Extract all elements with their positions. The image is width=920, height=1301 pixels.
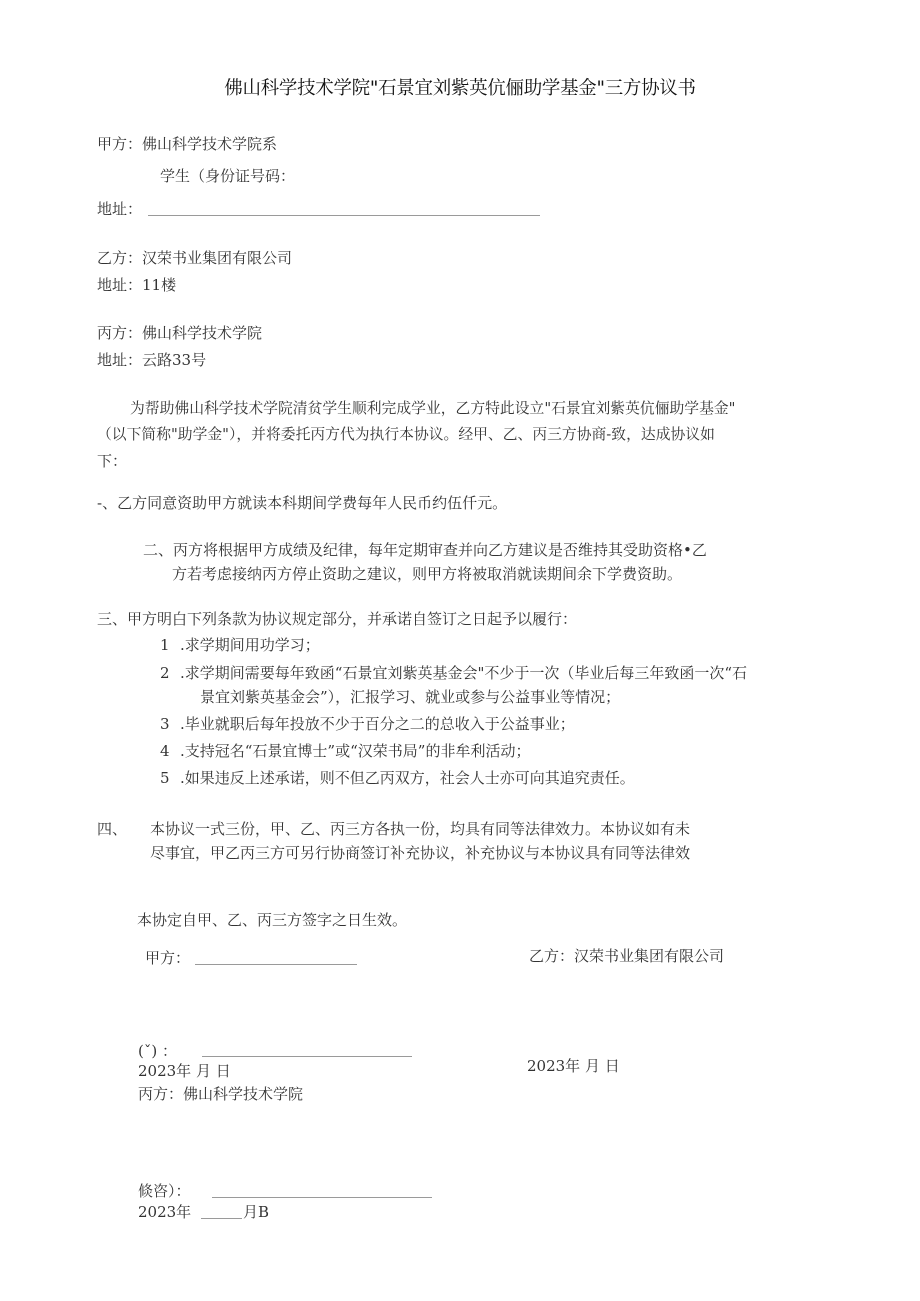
- intro-line-1: 为帮助佛山科学技术学院清贫学生顺利完成学业，乙方特此设立"石景宜刘紫英伉俪助学基金": [130, 400, 736, 417]
- clause-1: -、乙方同意资助甲方就读本科期间学费每年人民币约伍仟元。: [97, 494, 508, 512]
- clause-4-line-1: 本协议一式三份，甲、乙、丙三方各执一份，均具有同等法律效力。本协议如有未: [150, 820, 691, 838]
- party-a-name: 甲方：佛山科学技术学院系: [97, 135, 278, 153]
- clause-3-item-text: .求学期间需要每年致函“石景宜刘紫英基金会"不少于一次（毕业后每三年致函一次“石: [180, 664, 748, 682]
- party-a-signature-label: 甲方：: [145, 949, 191, 967]
- party-b-date: 2023年 月 日: [527, 1057, 620, 1075]
- party-a-date: 2023年 月 日: [138, 1062, 231, 1080]
- clause-3-item-num: 5: [160, 769, 170, 787]
- party-c-representative-line: [212, 1197, 432, 1198]
- clause-3-item-num: 2: [160, 664, 170, 682]
- representative-label: (ˇ) ：: [138, 1042, 177, 1060]
- party-c-name: 丙方：佛山科学技术学院: [97, 324, 263, 342]
- clause-3-item-text: .如果违反上述承诺，则不但乙丙双方，社会人士亦可向其追究责任。: [180, 769, 635, 787]
- clause-3-item-num: 3: [160, 715, 170, 733]
- party-c-address: 地址：云路33号: [97, 351, 207, 369]
- intro-line-2: （以下简称"助学金"），并将委托丙方代为执行本协议。经甲、乙、丙三方协商-致，达成协议如: [97, 426, 715, 443]
- clause-3-item-text: .求学期间用功学习；: [180, 636, 320, 654]
- clause-4-number: 四、: [97, 820, 128, 838]
- clause-3-heading: 三、甲方明白下列条款为协议规定部分，并承诺自签订之日起予以履行：: [97, 610, 578, 628]
- clause-3-item-num: 1: [160, 636, 170, 654]
- intro-line-3: 下：: [97, 452, 128, 470]
- party-c-date-year: 2023年: [138, 1203, 192, 1221]
- party-c-signature-label: 丙方：佛山科学技术学院: [138, 1085, 304, 1103]
- clause-3-item-text: .毕业就职后每年投放不少于百分之二的总收入于公益事业；: [180, 715, 575, 733]
- clause-4-line-2: 尽事宜，甲乙丙三方可另行协商签订补充协议，补充协议与本协议具有同等法律效: [150, 844, 691, 862]
- party-c-representative-label: 倐咨）：: [138, 1182, 191, 1200]
- effective-statement: 本协定自甲、乙、丙三方签字之日生效。: [137, 911, 408, 929]
- party-b-name: 乙方：汉荣书业集团有限公司: [97, 249, 293, 267]
- clause-3-item-num: 4: [160, 742, 170, 760]
- party-c-date-blank: [201, 1218, 242, 1219]
- clause-2-line-2: 方若考虑接纳丙方停止资助之建议，则甲方将被取消就读期间余下学费资助。: [172, 565, 683, 583]
- representative-signature-line: [202, 1056, 412, 1057]
- party-a-student-id: 学生（身份证号码：: [160, 167, 296, 185]
- party-b-signature-label: 乙方：汉荣书业集团有限公司: [529, 947, 725, 965]
- clause-2-line-1: 二、丙方将根据甲方成绩及纪律，每年定期审查并向乙方建议是否维持其受助资格•乙: [143, 541, 707, 559]
- party-c-date-rest: 月B: [243, 1203, 270, 1221]
- party-b-address: 地址：11楼: [97, 276, 177, 294]
- document-title: 佛山科学技术学院"石景宜刘紫英伉俪助学基金"三方协议书: [224, 78, 696, 99]
- clause-3-item-text-cont: 景宜刘紫英基金会”），汇报学习、就业或参与公益事业等情况；: [200, 688, 621, 706]
- party-a-signature-line: [195, 964, 357, 965]
- party-a-address-line: [148, 215, 540, 216]
- party-a-address-label: 地址：: [97, 200, 143, 218]
- clause-3-item-text: .支持冠名“石景宜博士”或“汉荣书局”的非牟利活动；: [180, 742, 531, 760]
